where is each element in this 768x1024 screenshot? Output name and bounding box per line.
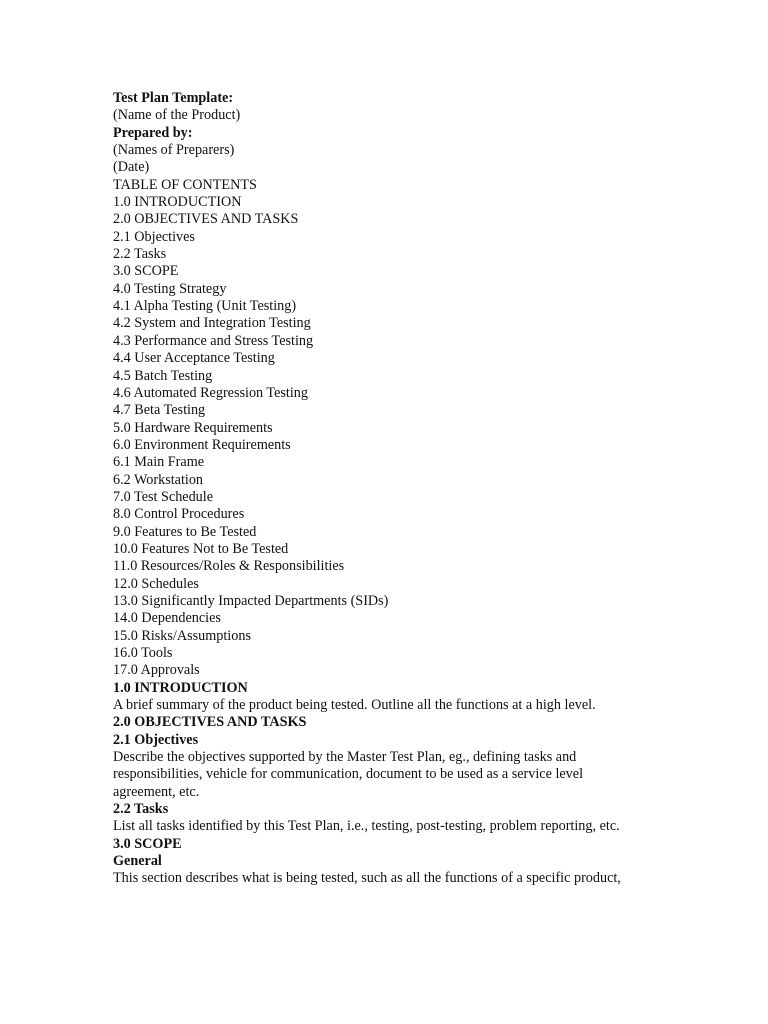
general-text: This section describes what is being tested, such as all the functions of a specific product, — [113, 870, 621, 887]
section-heading-objectives: 2.1 Objectives — [113, 731, 199, 748]
section-heading-scope: 3.0 SCOPE — [113, 835, 182, 852]
toc-item: 13.0 Significantly Impacted Departments (SIDs) — [113, 592, 389, 609]
product-name: (Name of the Product) — [113, 107, 241, 124]
toc-item: 10.0 Features Not to Be Tested — [113, 540, 289, 557]
toc-item: 2.0 OBJECTIVES AND TASKS — [113, 211, 299, 228]
toc-item: 12.0 Schedules — [113, 575, 199, 592]
toc-item: 3.0 SCOPE — [113, 263, 179, 280]
toc-item: 6.2 Workstation — [113, 471, 204, 488]
prepared-by-label: Prepared by: — [113, 124, 193, 141]
toc-item: 7.0 Test Schedule — [113, 488, 214, 505]
toc-item: 4.1 Alpha Testing (Unit Testing) — [113, 298, 297, 315]
toc-item: 4.7 Beta Testing — [113, 402, 206, 419]
toc-item: 5.0 Hardware Requirements — [113, 419, 273, 436]
section-heading-tasks: 2.2 Tasks — [113, 801, 169, 818]
toc-item: 4.5 Batch Testing — [113, 367, 213, 384]
toc-item: 6.0 Environment Requirements — [113, 436, 291, 453]
toc-item: 16.0 Tools — [113, 645, 173, 661]
toc-item: 2.1 Objectives — [113, 228, 195, 245]
objectives-text-line: Describe the objectives supported by the Master Test Plan, eg., defining tasks and — [113, 749, 577, 766]
toc-item: 4.2 System and Integration Testing — [113, 315, 311, 332]
objectives-text-line: responsibilities, vehicle for communication, document to be used as a service level — [113, 766, 584, 783]
objectives-text-line: agreement, etc. — [113, 783, 200, 800]
toc-item: 15.0 Risks/Assumptions — [113, 627, 251, 644]
toc-item: 8.0 Control Procedures — [113, 506, 245, 523]
objectives-text — [113, 749, 733, 801]
toc-item: 4.4 User Acceptance Testing — [113, 350, 275, 367]
document-title: Test Plan Template: — [113, 90, 234, 106]
toc-item: 6.1 Main Frame — [113, 454, 205, 471]
toc-item: 1.0 INTRODUCTION — [113, 194, 242, 211]
toc-item: 14.0 Dependencies — [113, 610, 221, 627]
toc-item: 17.0 Approvals — [113, 662, 200, 679]
toc-item: 2.2 Tasks — [113, 246, 167, 263]
document-date: (Date) — [113, 159, 150, 176]
section-heading-introduction: 1.0 INTRODUCTION — [113, 679, 248, 696]
toc-item: 4.0 Testing Strategy — [113, 280, 227, 297]
toc-item: 9.0 Features to Be Tested — [113, 523, 257, 540]
section-heading-objectives-and-tasks: 2.0 OBJECTIVES AND TASKS — [113, 714, 307, 731]
toc-item: 11.0 Resources/Roles & Responsibilities — [113, 558, 345, 575]
table-of-contents — [113, 194, 733, 680]
toc-item: 4.3 Performance and Stress Testing — [113, 332, 314, 349]
document-page — [113, 90, 733, 888]
tasks-text: List all tasks identified by this Test Plan, i.e., testing, post-testing, problem reporting, etc. — [113, 818, 620, 835]
subheading-general: General — [113, 853, 162, 870]
preparers-names: (Names of Preparers) — [113, 142, 235, 159]
toc-item: 4.6 Automated Regression Testing — [113, 384, 308, 401]
toc-heading: TABLE OF CONTENTS — [113, 176, 257, 193]
introduction-text: A brief summary of the product being tested. Outline all the functions at a high level. — [113, 697, 596, 714]
